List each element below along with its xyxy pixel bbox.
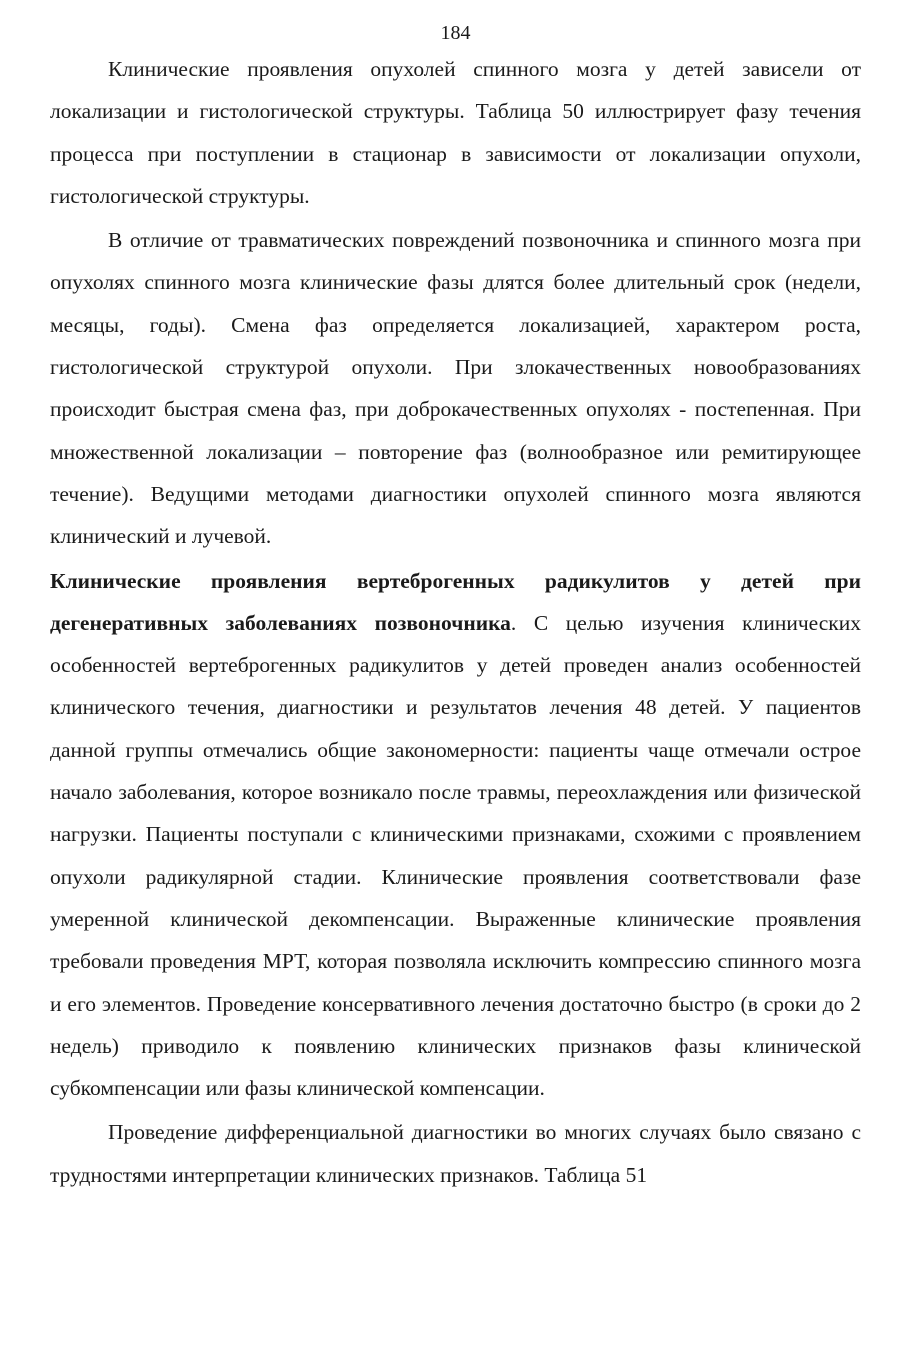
- paragraph-2: В отличие от травматических повреждений позвоночника и спинного мозга при опухолях спинного мозга клинические фазы длятся более длительный срок (недели, месяцы, годы). Смена фаз определяется локализацией, характером роста, гистологической структурой опухоли. При злокачественных новообразованиях происходит быстрая смена фаз, при доброкачественных опухолях - постепенная. При множественной локализации – повторение фаз (волнообразное или ремитирующее течение). Ведущими методами диагностики опухолей спинного мозга являются клинический и лучевой.: [50, 228, 861, 549]
- paragraph-3-body: . С целью изучения клинических особенностей вертеброгенных радикулитов у детей проведен анализ особенностей клинического течения, диагностики и результатов лечения 48 детей. У пациентов данной группы отмечались общие закономерности: пациенты чаще отмечали острое начало заболевания, которое возникало после травмы, переохлаждения или физической нагрузки. Пациенты поступали с клиническими признаками, схожими с проявлением опухоли радикулярной стадии. Клинические проявления соответствовали фазе умеренной клинической декомпенсации. Выраженные клинические проявления требовали проведения МРТ, которая позволяла исключить компрессию спинного мозга и его элементов. Проведение консервативного лечения достаточно быстро (в сроки до 2 недель) приводило к появлению клинических признаков фазы клинической субкомпенсации или фазы клинической компенсации.: [50, 610, 861, 1101]
- paragraph-4: Проведение дифференциальной диагностики во многих случаях было связано с трудностями интерпретации клинических признаков. Таблица 51: [50, 1120, 861, 1187]
- page-number: 184: [440, 22, 471, 44]
- paragraph-3: [50, 560, 861, 1110]
- paragraph-1: Клинические проявления опухолей спинного мозга у детей зависели от локализации и гистологической структуры. Таблица 50 иллюстрирует фазу течения процесса при поступлении в стационар в зависимости от локализации опухоли, гистологической структуры.: [50, 57, 861, 208]
- section-heading: Клинические проявления вертеброгенных радикулитов у детей при дегенеративных заболеваниях позвоночника: [50, 568, 861, 635]
